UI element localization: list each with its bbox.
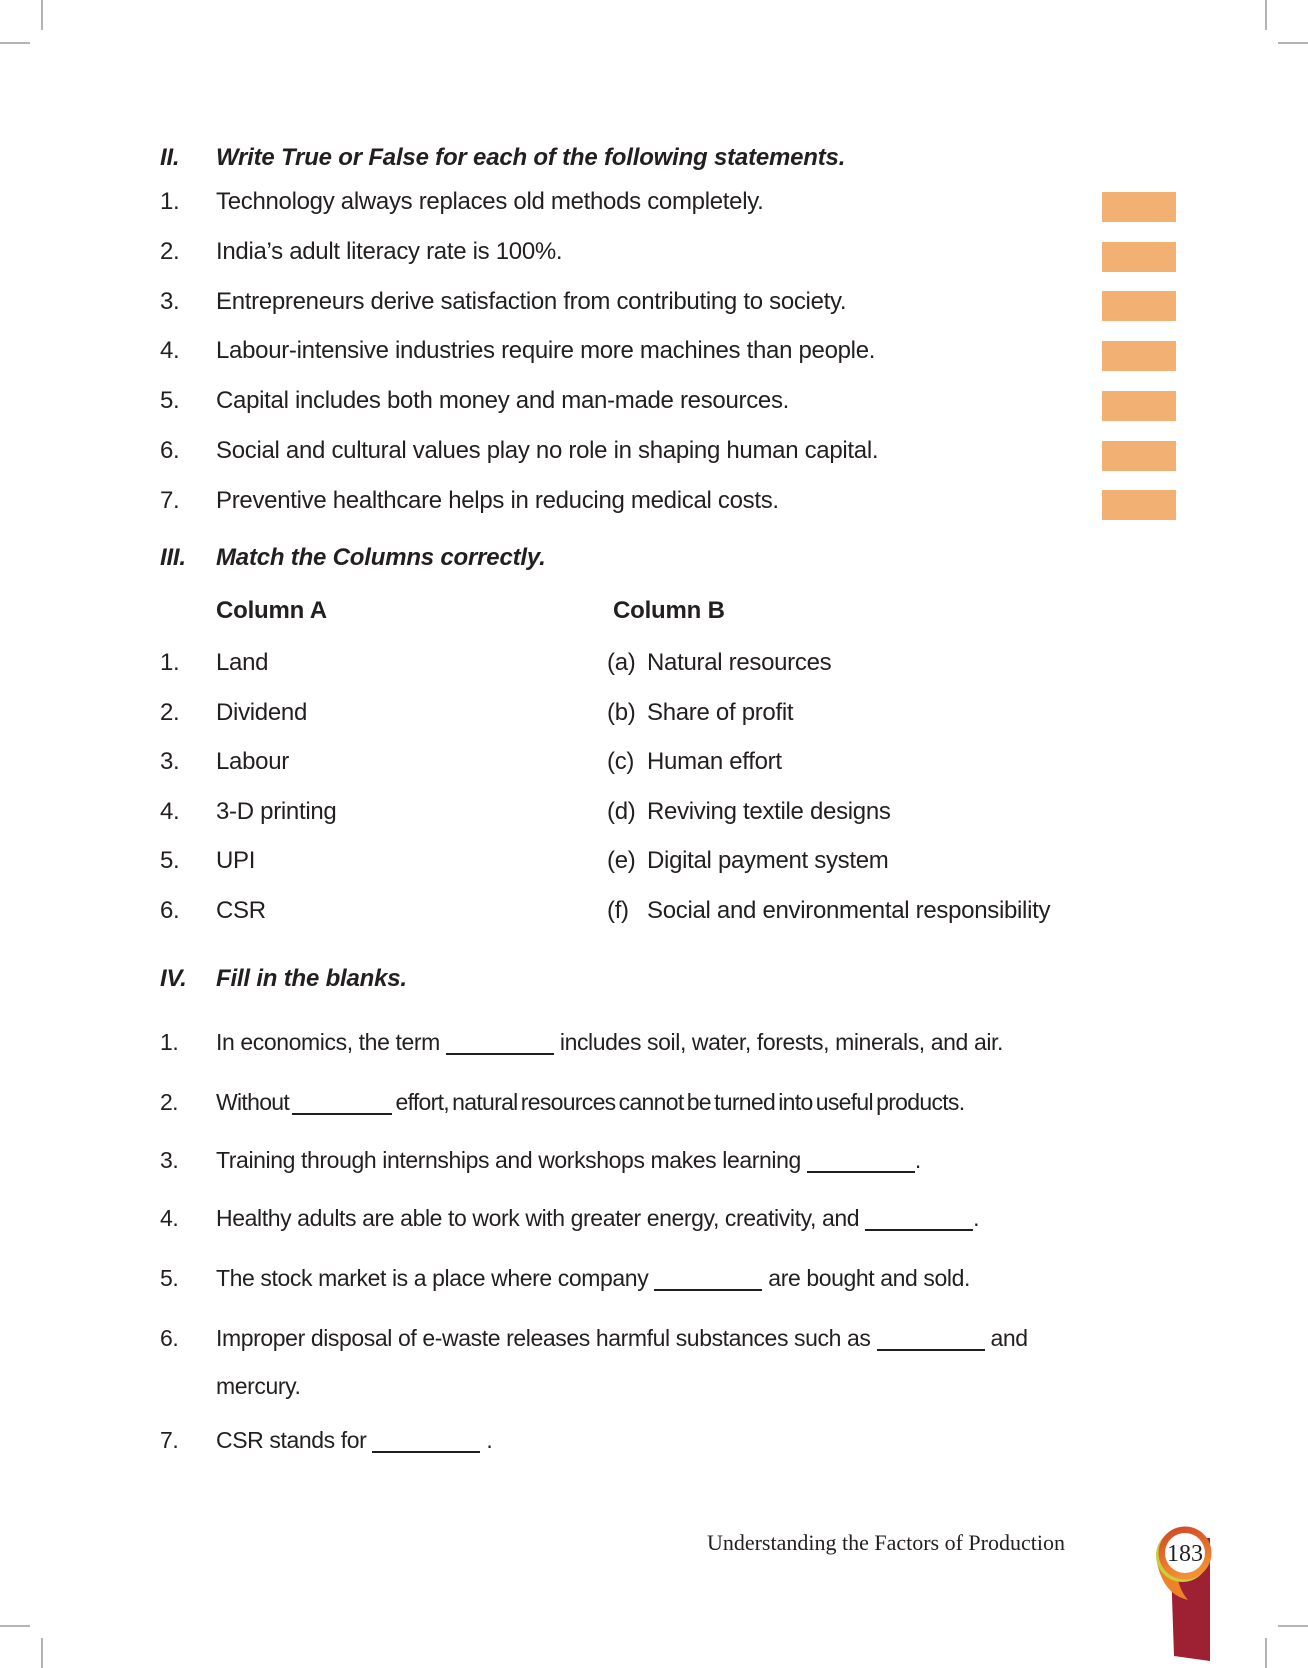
item-number: 1. (160, 649, 180, 676)
footer-chapter-title: Understanding the Factors of Production (706, 1530, 1065, 1555)
column-a-header: Column A (216, 597, 327, 624)
item-number: 5. (160, 847, 180, 874)
section-ii-label: II. (160, 144, 180, 171)
crop-mark (0, 1625, 30, 1627)
fill-blank-item (160, 1425, 492, 1455)
crop-mark (0, 42, 30, 44)
match-row (160, 797, 891, 827)
item-text: India’s adult literacy rate is 100%. (216, 238, 563, 265)
match-row (160, 747, 782, 777)
fill-blank-line (292, 1099, 392, 1115)
section-iii-label: III. (160, 544, 186, 571)
column-b-header: Column B (613, 597, 725, 624)
page-number-ribbon-badge (1140, 1505, 1240, 1668)
item-number: 2. (160, 238, 180, 265)
answer-box (1102, 242, 1176, 272)
item-number: 1. (160, 188, 180, 215)
crop-mark (1278, 1625, 1308, 1627)
column-b-item: Reviving textile designs (647, 798, 891, 825)
item-text: Capital includes both money and man-made resources. (216, 387, 790, 414)
item-text: Preventive healthcare helps in reducing medical costs. (216, 487, 779, 514)
column-b-letter: (e) (607, 847, 636, 874)
item-text: Healthy adults are able to work with greater energy, creativity, and . (216, 1205, 980, 1231)
true-false-item (160, 187, 764, 217)
fill-blank-item (160, 1027, 1003, 1057)
crop-mark (1278, 42, 1308, 44)
fill-blank-line (372, 1437, 480, 1453)
item-number: 1. (160, 1029, 179, 1055)
item-text: The stock market is a place where company are bought and sold. (216, 1265, 971, 1291)
item-number: 5. (160, 1265, 179, 1291)
item-text: Technology always replaces old methods completely. (216, 188, 764, 215)
fill-blank-line (877, 1335, 985, 1351)
item-number: 6. (160, 897, 180, 924)
column-b-item: Human effort (647, 748, 782, 775)
crop-mark (1265, 1638, 1267, 1668)
true-false-item (160, 386, 789, 416)
item-number: 3. (160, 288, 180, 315)
section-iv-label: IV. (160, 965, 187, 992)
fill-blank-item (160, 1323, 1028, 1353)
item-number: 6. (160, 437, 180, 464)
item-number: 4. (160, 1205, 179, 1231)
item-text: mercury. (216, 1373, 301, 1399)
item-number: 2. (160, 699, 180, 726)
item-number: 3. (160, 1147, 179, 1173)
answer-box (1102, 192, 1176, 222)
column-a-item: 3-D printing (216, 798, 337, 825)
crop-mark (41, 0, 43, 30)
section-ii-title: Write True or False for each of the following statements. (216, 144, 846, 171)
true-false-item (160, 336, 875, 366)
item-number: 2. (160, 1089, 178, 1115)
item-text: Without effort, natural resources cannot be turned into useful products. (216, 1089, 965, 1115)
item-text: In economics, the term includes soil, water, forests, minerals, and air. (216, 1029, 1004, 1055)
item-number: 7. (160, 487, 180, 514)
item-number: 7. (160, 1427, 179, 1453)
crop-mark (41, 1638, 43, 1668)
true-false-item (160, 486, 779, 516)
answer-box (1102, 391, 1176, 421)
item-number: 4. (160, 337, 180, 364)
fill-blank-item (160, 1263, 970, 1293)
fill-blank-item-continuation (216, 1371, 301, 1401)
section-iv-heading (160, 964, 1120, 994)
fill-blank-line (446, 1039, 554, 1055)
answer-box (1102, 291, 1176, 321)
column-b-letter: (f) (607, 897, 629, 924)
match-row (160, 648, 831, 678)
answer-box (1102, 341, 1176, 371)
true-false-item (160, 436, 878, 466)
item-number: 3. (160, 748, 180, 775)
item-number: 4. (160, 798, 180, 825)
item-text: Training through internships and workshops makes learning . (216, 1147, 921, 1173)
answer-box (1102, 441, 1176, 471)
section-iv-title: Fill in the blanks. (216, 965, 407, 992)
column-b-letter: (c) (607, 748, 635, 775)
item-text: Entrepreneurs derive satisfaction from contributing to society. (216, 288, 847, 315)
item-text: Improper disposal of e-waste releases harmful substances such as and (216, 1325, 1028, 1351)
page-number: 183 (1167, 1541, 1203, 1567)
fill-blank-item (160, 1203, 979, 1233)
column-headers (160, 596, 1160, 626)
fill-blank-line (654, 1275, 762, 1291)
match-row (160, 846, 889, 876)
column-a-item: Dividend (216, 699, 307, 726)
answer-box (1102, 490, 1176, 520)
column-b-item: Social and environmental responsibility (647, 897, 1051, 924)
match-row (160, 896, 1050, 926)
item-number: 5. (160, 387, 180, 414)
true-false-item (160, 287, 846, 317)
column-b-item: Digital payment system (647, 847, 889, 874)
match-row (160, 698, 793, 728)
column-a-item: Labour (216, 748, 289, 775)
item-text: CSR stands for . (216, 1427, 493, 1453)
column-b-letter: (d) (607, 798, 636, 825)
crop-mark (1265, 0, 1267, 30)
item-text: Labour-intensive industries require more machines than people. (216, 337, 876, 364)
section-iii-heading (160, 543, 1120, 573)
true-false-item (160, 237, 562, 267)
item-number: 6. (160, 1325, 179, 1351)
column-b-item: Natural resources (647, 649, 832, 676)
column-b-item: Share of profit (647, 699, 794, 726)
section-ii-heading (160, 143, 1120, 173)
column-b-letter: (b) (607, 699, 636, 726)
column-a-item: Land (216, 649, 269, 676)
column-a-item: CSR (216, 897, 266, 924)
fill-blank-line (865, 1215, 973, 1231)
fill-blank-item (160, 1145, 921, 1175)
column-a-item: UPI (216, 847, 256, 874)
item-text: Social and cultural values play no role in shaping human capital. (216, 437, 879, 464)
fill-blank-item (160, 1087, 964, 1117)
fill-blank-line (807, 1157, 915, 1173)
section-iii-title: Match the Columns correctly. (216, 544, 546, 571)
column-b-letter: (a) (607, 649, 636, 676)
